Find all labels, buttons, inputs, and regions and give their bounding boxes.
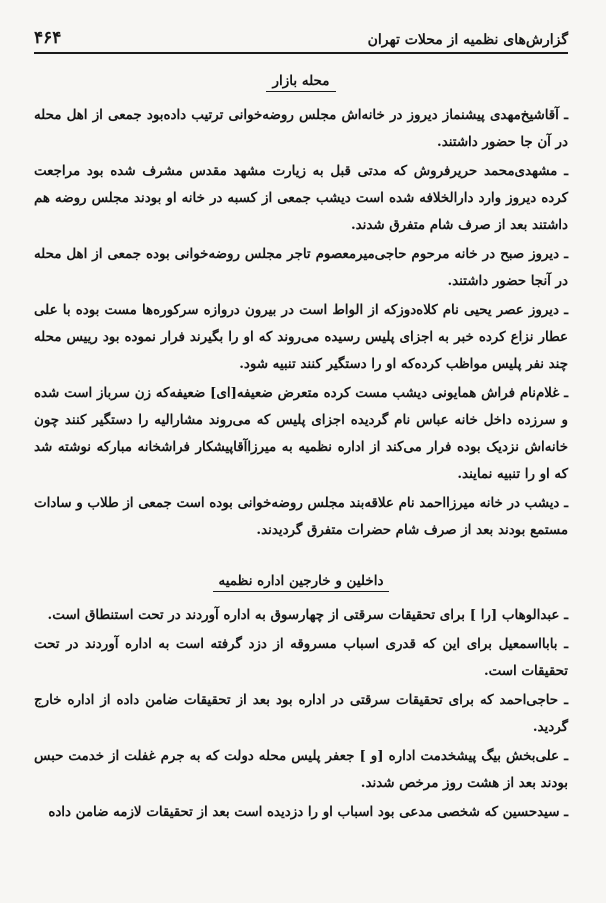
report-entry: ـ سیدحسین که شخصی مدعی بود اسباب او را دزدیده است بعد از تحقیقات لازمه ضامن داده: [48, 804, 568, 820]
report-entry: ـ مشهدی‌محمد حریرفروش که مدتی قبل به زیارت مشهد مقدس مشرف شده بود مراجعت کرده دیروز وارد دارالخلافه شده است دیشب جمعی از کسبه در خانه او بودند مجلس روضه هم داشتند بعد از صرف شام متفرق شدند.: [34, 163, 568, 233]
report-entry: ـ دیروز صبح در خانه مرحوم حاجی‌میرمعصوم تاجر مجلس روضه‌خوانی بوده جمعی از اهل محله در آنجا حضور داشتند.: [34, 246, 568, 289]
section-heading-text: محله بازار: [266, 73, 335, 92]
report-entry: ـ بابااسمعیل برای این که قدری اسباب مسروقه از دزد گرفته است به اداره آوردند در تحت تحقیقات است.: [34, 636, 568, 679]
report-entry: ـ آقاشیخ‌مهدی پیشنماز دیروز در خانه‌اش مجلس روضه‌خوانی ترتیب داده‌بود جمعی از اهل محله در آن جا حضور داشتند.: [34, 107, 568, 150]
report-entry: ـ عبدالوهاب [را ] برای تحقیقات سرقتی از چهارسوق به اداره آوردند در تحت استنطاق است.: [47, 607, 568, 623]
page-number: ۴۶۴: [34, 28, 62, 48]
report-entry: ـ غلام‌نام فراش همایونی دیشب مست کرده متعرض ضعیفه[ای] ضعیفه‌که زن سرباز است شده و سرزده داخل خانه عباس نام گردیده اجزای پلیس که می‌روند مشارالیه را دستگیر کنند چون خانه‌اش نزدیک بوده فرار می‌کند از اداره نظمیه به میرزاآقاپیشکار فراشخانه مبارکه نوشته شد که او را تنبیه نمایند.: [34, 385, 568, 482]
running-title: گزارش‌های نظمیه از محلات تهران: [367, 32, 568, 48]
section-heading-arrivals: [34, 570, 568, 592]
report-entry: ـ دیروز عصر یحیی نام کلاه‌دوزکه از الواط است در بیرون دروازه سرکوره‌ها مست بوده با علی عطار نزاع کرده خبر به اجزای پلیس رسیده می‌روند که او را بگیرند فرار نموده بود رییس محله چند نفر پلیس مواظب کرده‌که او را دستگیر کنند تنبیه شود.: [34, 302, 568, 372]
page-header: [34, 28, 568, 54]
section-heading-text: داخلین و خارجین اداره نظمیه: [213, 573, 390, 592]
report-entry: ـ علی‌بخش بیگ پیشخدمت اداره [و ] جعفر پلیس محله دولت که به جرم غفلت از خدمت حبس بودند بعد از هشت روز مرخص شدند.: [34, 748, 568, 791]
section-heading-bazaar: [34, 70, 568, 92]
report-entry: ـ حاجی‌احمد که برای تحقیقات سرقتی در اداره بود بعد از تحقیقات ضامن داده از اداره خارج گردید.: [34, 692, 568, 735]
report-entry: ـ دیشب در خانه میرزااحمد نام علاقه‌بند مجلس روضه‌خوانی بوده است جمعی از طلاب و سادات مستمع بودند بعد از صرف شام حضرات متفرق گردیدند.: [34, 495, 568, 538]
